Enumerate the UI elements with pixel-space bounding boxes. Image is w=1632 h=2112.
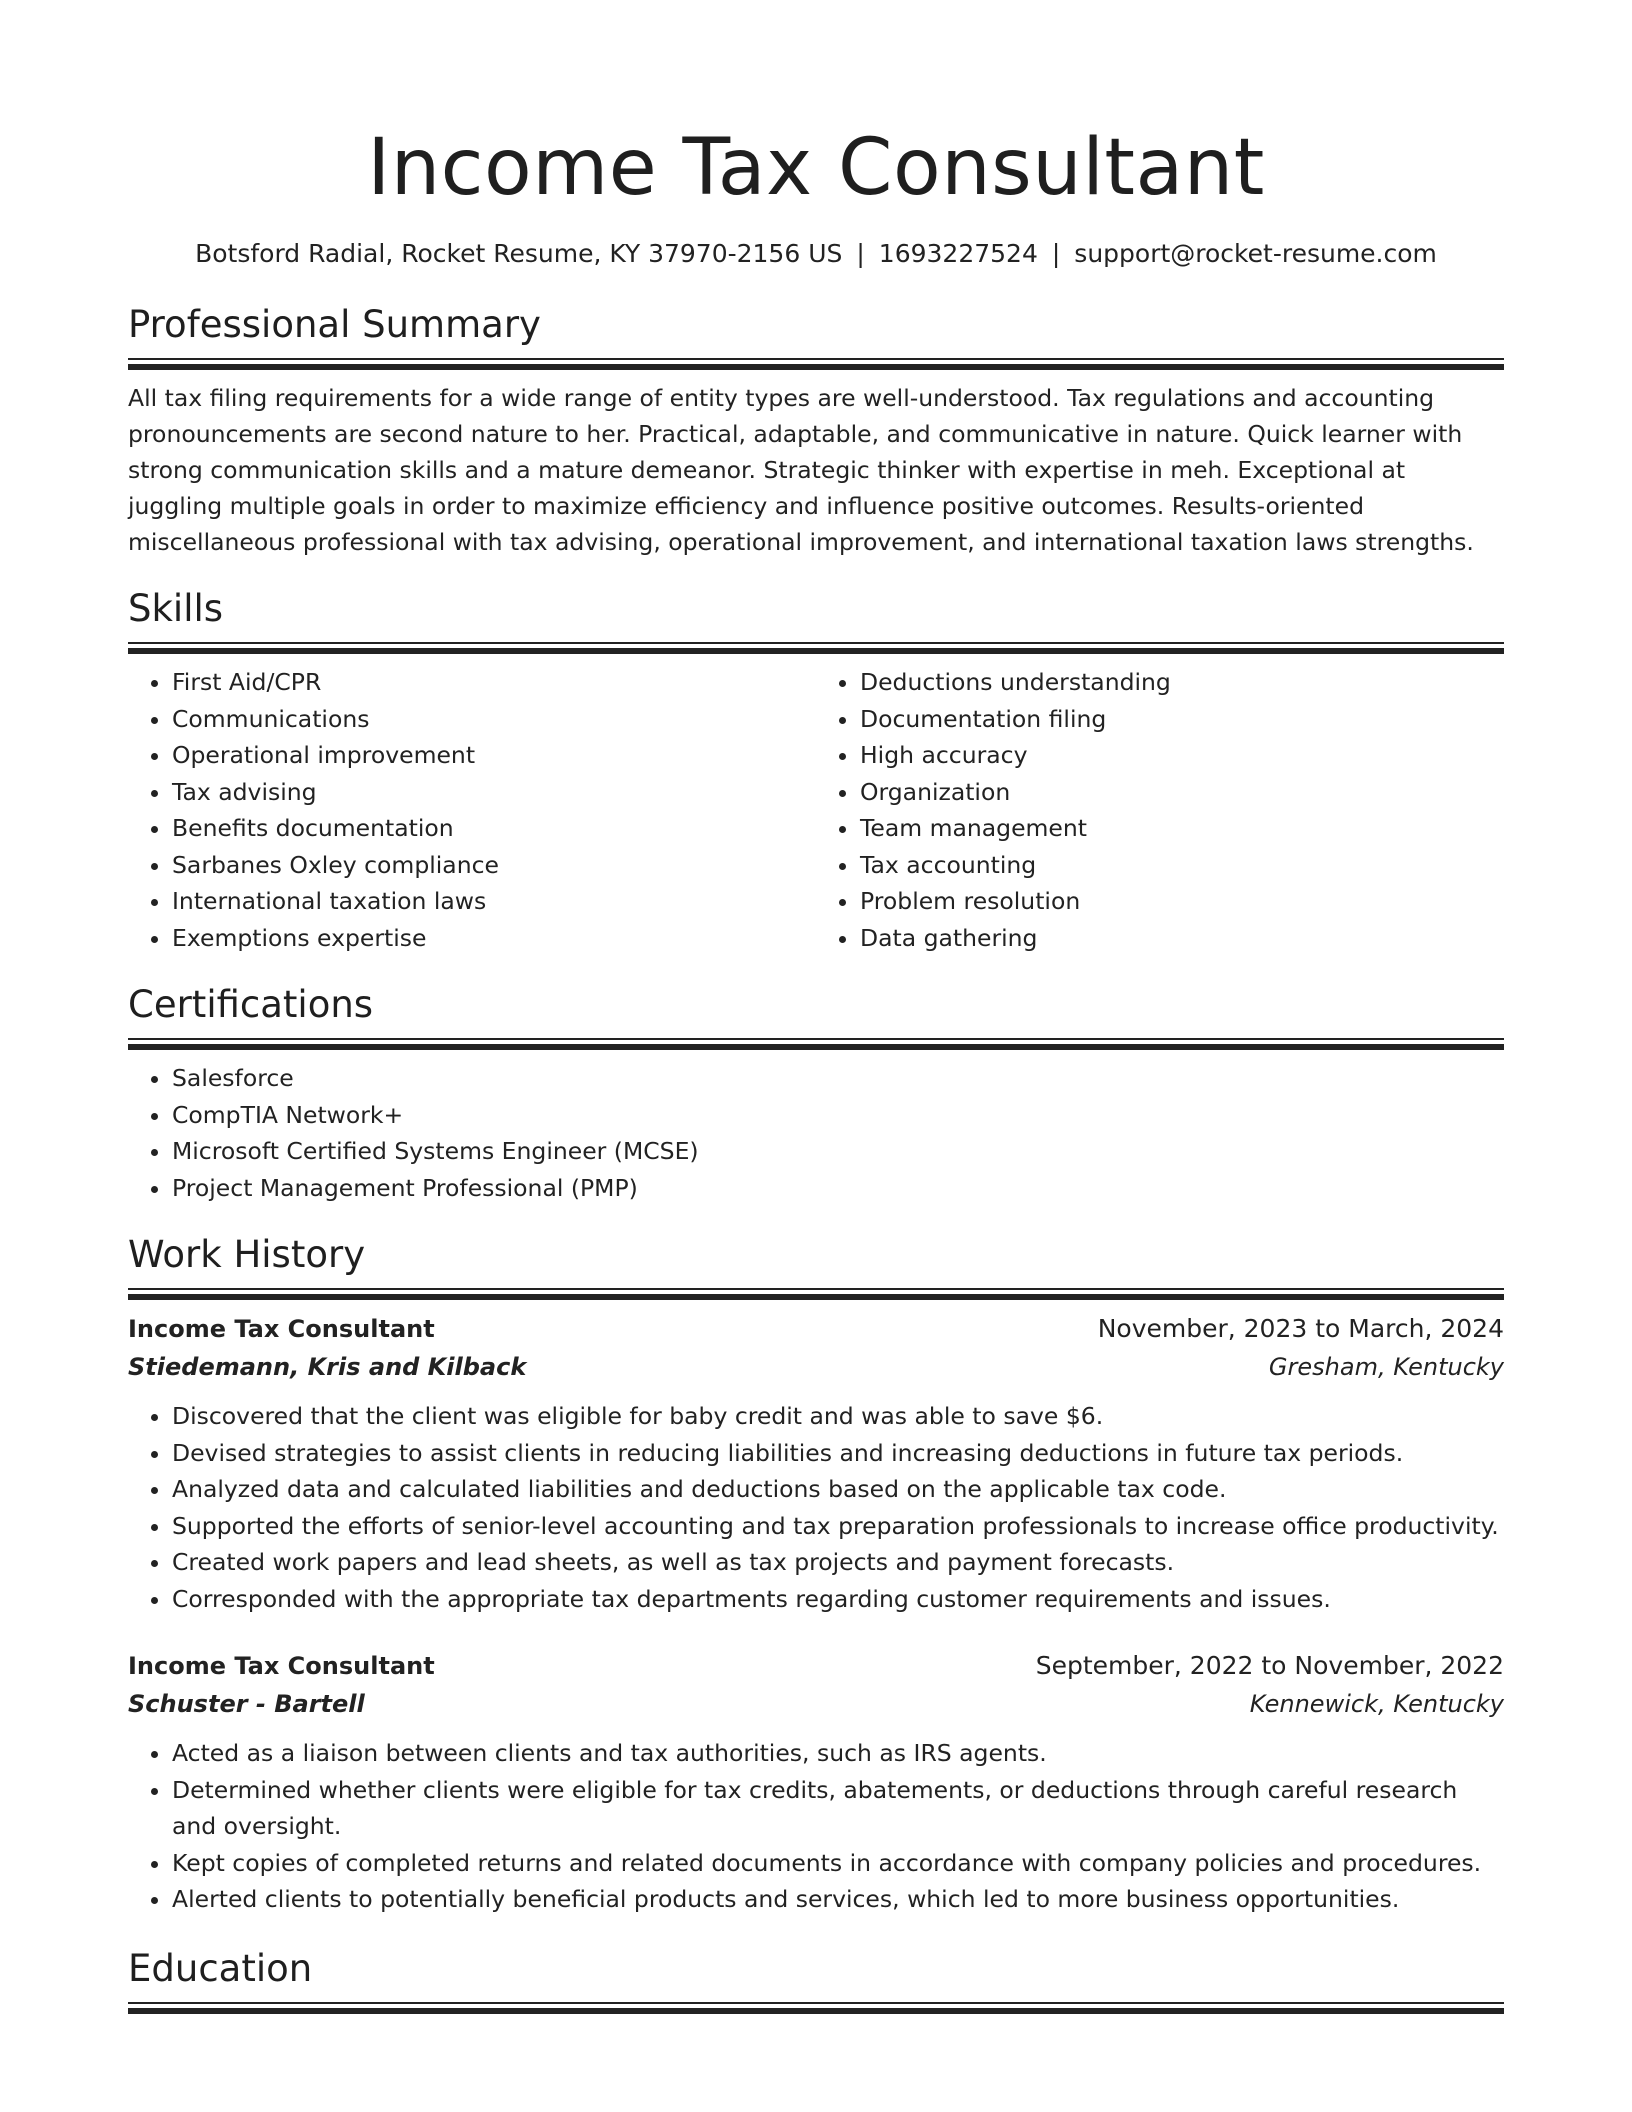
job-bullet: • Analyzed data and calculated liabilities and deductions based on the applicable tax code.: [172, 1471, 1504, 1508]
job-title: Income Tax Consultant: [128, 1315, 435, 1343]
skills-grid: [128, 664, 1504, 956]
work-history-section: [128, 1232, 1504, 1918]
job-location: Gresham, Kentucky: [1268, 1353, 1504, 1381]
job-bullet: • Kept copies of completed returns and related documents in accordance with company policies and procedures.: [172, 1845, 1504, 1882]
skill-item: • First Aid/CPR: [172, 664, 816, 701]
job-bullet: • Alerted clients to potentially beneficial products and services, which led to more business opportunities.: [172, 1881, 1504, 1918]
section-divider: [128, 2002, 1504, 2014]
resume-page: [128, 0, 1504, 2024]
section-divider: [128, 358, 1504, 370]
job-bullet: • Acted as a liaison between clients and tax authorities, such as IRS agents.: [172, 1735, 1504, 1772]
skill-item: • Organization: [860, 774, 1504, 811]
job-subheader: [128, 1685, 1504, 1723]
contact-address: Botsford Radial, Rocket Resume, KY 37970-2156 US: [195, 239, 843, 268]
job-dates: November, 2023 to March, 2024: [1097, 1314, 1504, 1343]
skill-item: • Operational improvement: [172, 737, 816, 774]
skill-item: • Team management: [860, 810, 1504, 847]
job-bullets: [128, 1398, 1504, 1617]
section-title-work-history: Work History: [128, 1233, 366, 1276]
job-company: Schuster - Bartell: [128, 1690, 365, 1718]
education-section: [128, 1946, 1504, 2014]
job-bullet: • Created work papers and lead sheets, as well as tax projects and payment forecasts.: [172, 1544, 1504, 1581]
skill-item: • Tax advising: [172, 774, 816, 811]
job-header: [128, 1310, 1504, 1348]
skill-item: • Problem resolution: [860, 883, 1504, 920]
certification-item: • Microsoft Certified Systems Engineer (MCSE): [172, 1133, 1504, 1170]
contact-separator: |: [1051, 239, 1061, 268]
section-title-summary: Professional Summary: [128, 303, 541, 346]
skill-item: • Exemptions expertise: [172, 920, 816, 957]
certifications-list: [128, 1060, 1504, 1206]
section-divider: [128, 1288, 1504, 1300]
job-dates: September, 2022 to November, 2022: [1035, 1651, 1504, 1680]
contact-email: support@rocket-resume.com: [1074, 239, 1437, 268]
job-bullets: [128, 1735, 1504, 1918]
job-entry: [128, 1647, 1504, 1918]
certifications-section: [128, 982, 1504, 1206]
resume-name: Income Tax Consultant: [367, 123, 1265, 213]
job-title: Income Tax Consultant: [128, 1652, 435, 1680]
section-title-skills: Skills: [128, 587, 224, 630]
contact-separator: |: [856, 239, 865, 268]
job-bullet: • Corresponded with the appropriate tax departments regarding customer requirements and issues.: [172, 1581, 1504, 1618]
skill-item: • International taxation laws: [172, 883, 816, 920]
job-bullet: • Discovered that the client was eligible for baby credit and was able to save $6.: [172, 1398, 1504, 1435]
job-company: Stiedemann, Kris and Kilback: [128, 1353, 527, 1381]
job-entry: [128, 1310, 1504, 1617]
skill-item: • Documentation filing: [860, 701, 1504, 738]
skill-item: • Deductions understanding: [860, 664, 1504, 701]
certification-item: • CompTIA Network+: [172, 1097, 1504, 1134]
job-bullet: • Devised strategies to assist clients in reducing liabilities and increasing deductions in future tax periods.: [172, 1435, 1504, 1472]
job-subheader: [128, 1348, 1504, 1386]
certification-item: • Project Management Professional (PMP): [172, 1170, 1504, 1207]
skill-item: • Tax accounting: [860, 847, 1504, 884]
section-divider: [128, 642, 1504, 654]
skill-item: • High accuracy: [860, 737, 1504, 774]
section-divider: [128, 1038, 1504, 1050]
certification-item: • Salesforce: [172, 1060, 1504, 1097]
contact-phone: 1693227524: [878, 239, 1038, 268]
job-header: [128, 1647, 1504, 1685]
section-title-certifications: Certifications: [128, 983, 374, 1026]
skills-section: [128, 586, 1504, 956]
job-bullet: • Supported the efforts of senior-level accounting and tax preparation professionals to increase office productivity.: [172, 1508, 1504, 1545]
skill-item: • Communications: [172, 701, 816, 738]
job-location: Kennewick, Kentucky: [1249, 1690, 1504, 1718]
skills-list-left: [128, 664, 816, 956]
section-title-education: Education: [128, 1946, 313, 1990]
skill-item: • Benefits documentation: [172, 810, 816, 847]
job-bullet: • Determined whether clients were eligible for tax credits, abatements, or deductions through careful research and oversight.: [172, 1772, 1504, 1845]
skill-item: • Data gathering: [860, 920, 1504, 957]
summary-text: All tax filing requirements for a wide range of entity types are well-understood. Tax regulations and accounting pronouncements are second nature to her. Practical, adaptable, and communicative in nature. Quick learner with strong communication skills and a mature demeanor. Strategic thinker with expertise in meh. Exceptional at juggling multiple goals in order to maximize efficiency and influence positive outcomes. Results-oriented miscellaneous professional with tax advising, operational improvement, and international taxation laws strengths.: [128, 384, 1474, 556]
summary-section: [128, 302, 1504, 560]
contact-line: [128, 238, 1504, 270]
skill-item: • Sarbanes Oxley compliance: [172, 847, 816, 884]
skills-list-right: [816, 664, 1504, 956]
